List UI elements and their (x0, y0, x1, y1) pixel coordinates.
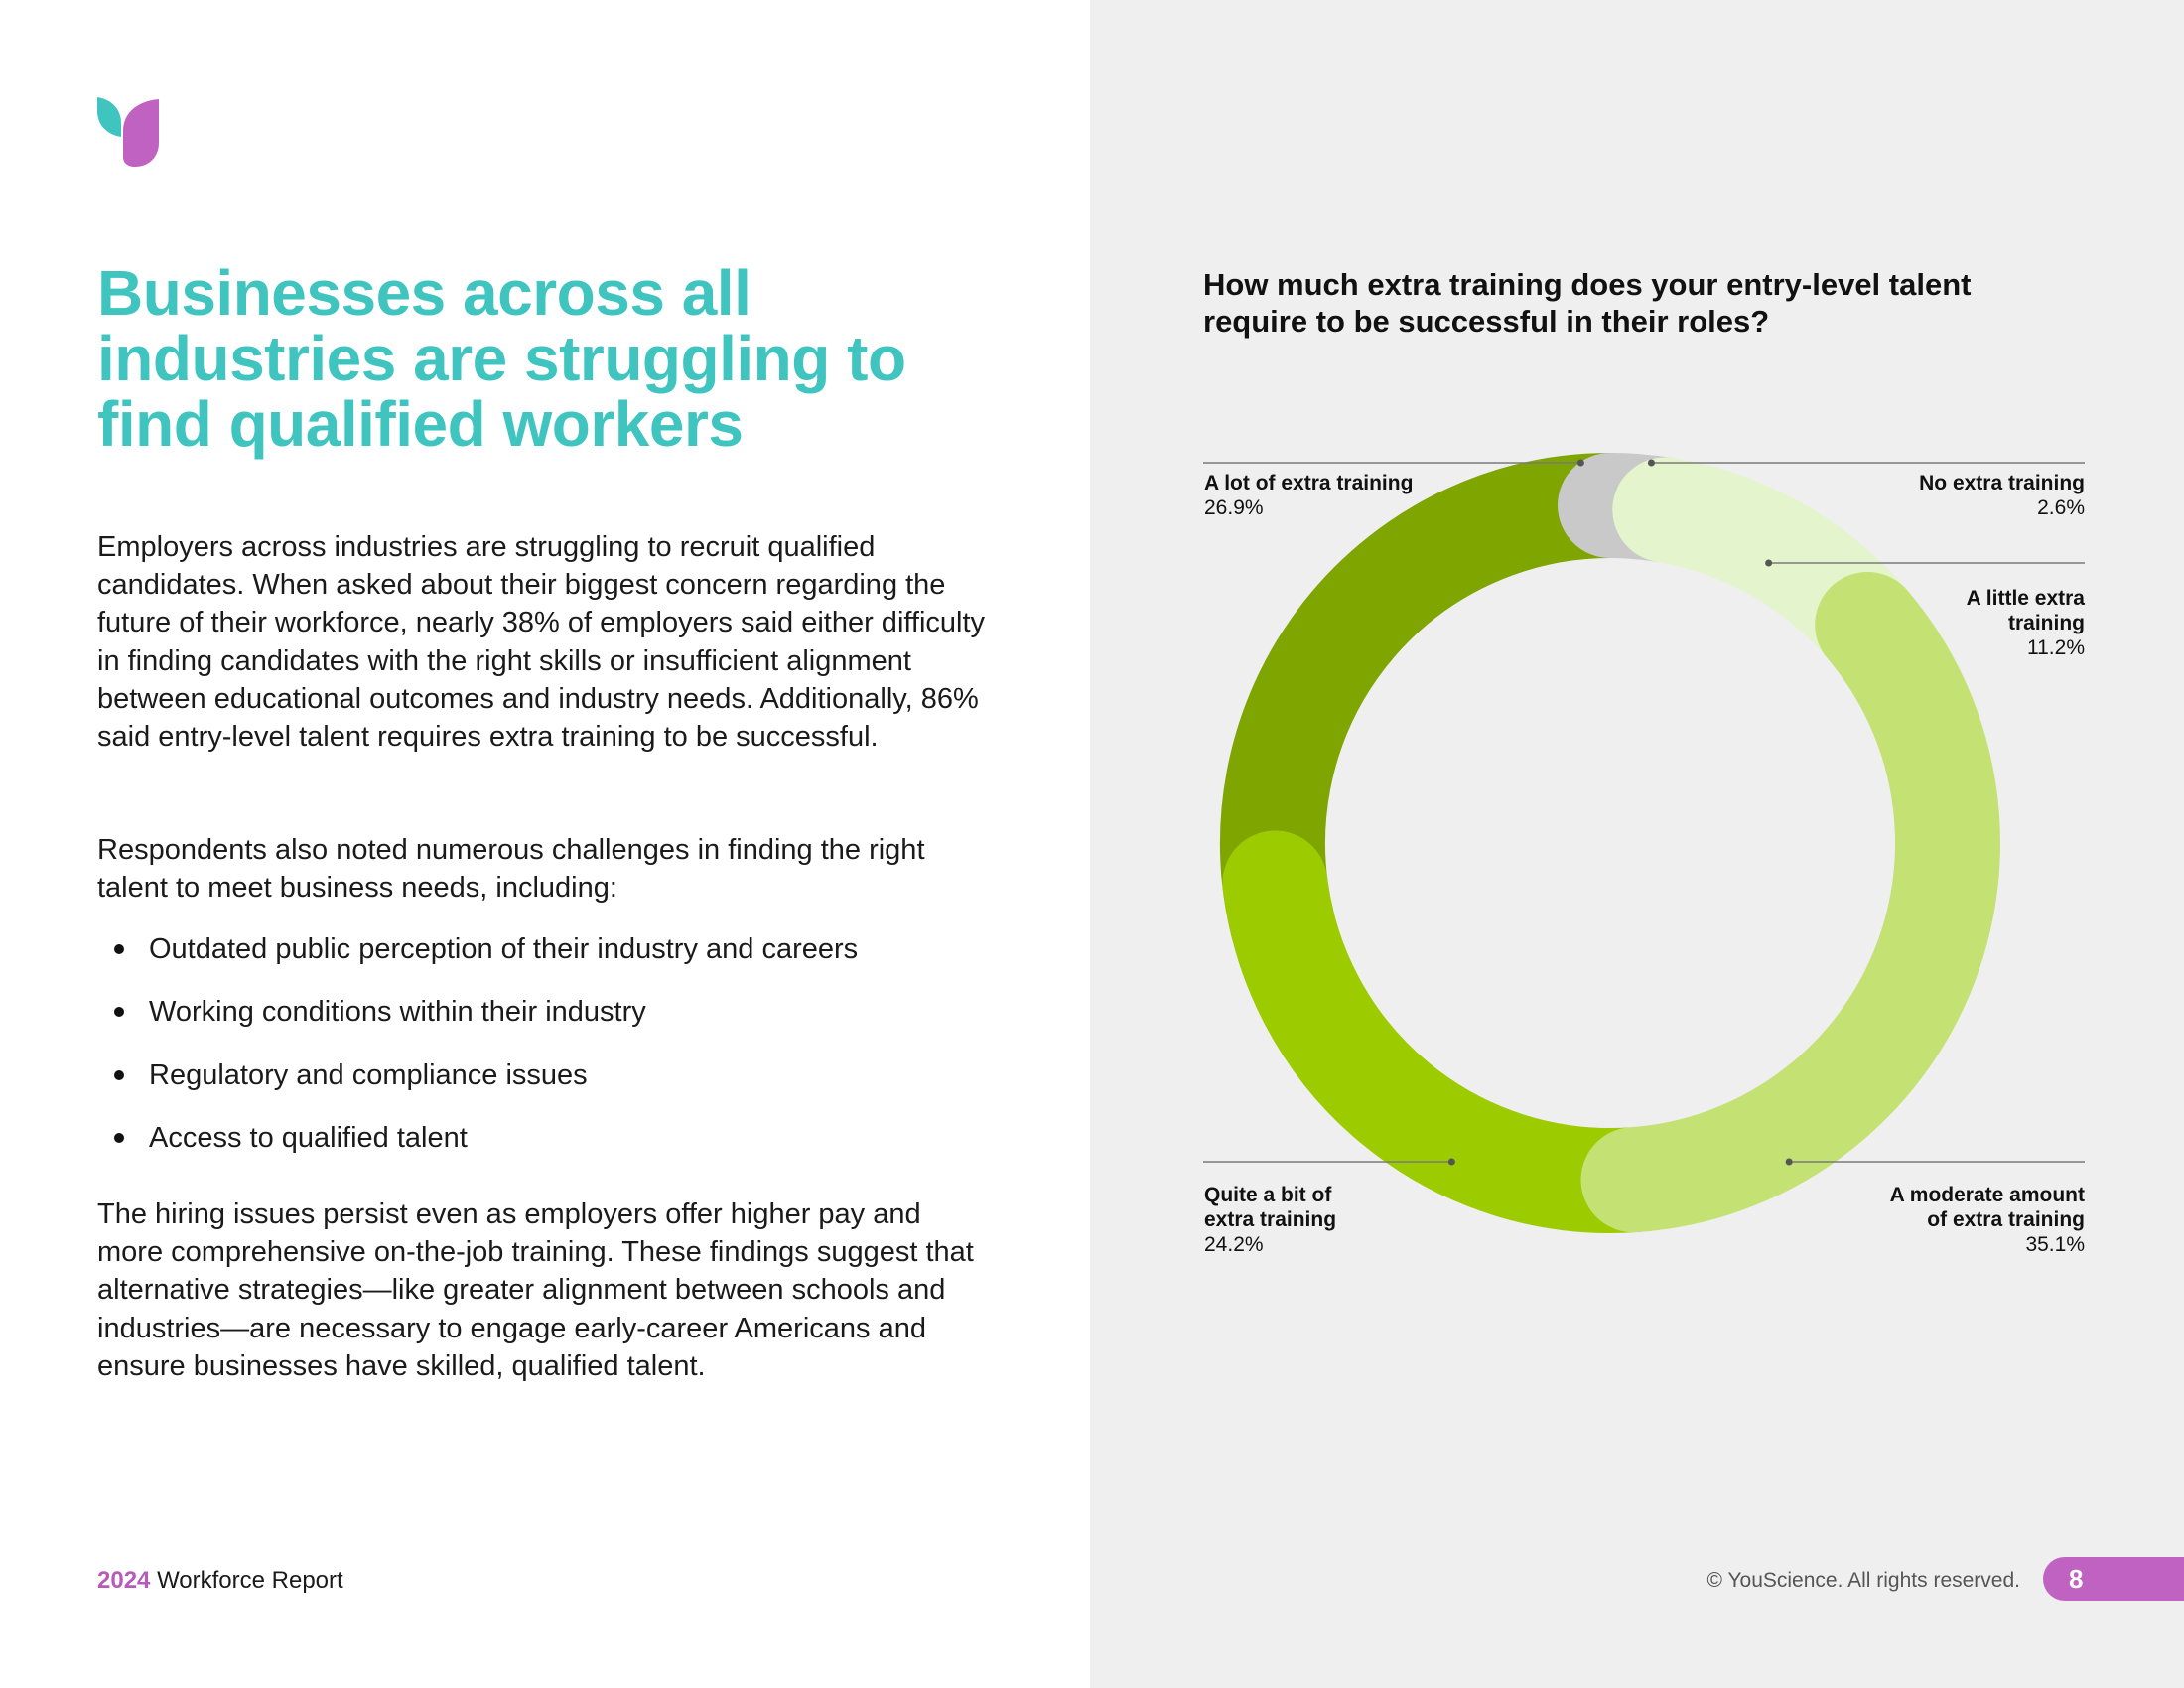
intro-paragraph: Employers across industries are struggling to recruit qualified candidates. When asked about their biggest concern regarding the future of their workforce, nearly 38% of employers said either difficulty in finding candidates with the right skills or insufficient alignment between educational outcomes and industry needs. Additionally, 86% said entry-level talent requires extra training to be successful. (97, 531, 986, 754)
chart-title: How much extra training does your entry-level talent require to be successful in their roles? (1203, 267, 1972, 339)
page-number: 8 (2043, 1557, 2184, 1601)
list-item: Working conditions within their industry (97, 993, 991, 1055)
slice-label: A little extra (1966, 587, 2085, 610)
slice-label: extra training (1204, 1208, 1337, 1231)
list-item: Outdated public perception of their industry and careers (97, 930, 991, 993)
slice-label: A moderate amount (1889, 1184, 2085, 1206)
challenges-list (97, 930, 991, 1182)
slice-value: 35.1% (2025, 1233, 2085, 1256)
copyright-notice: © YouScience. All rights reserved. (1706, 1569, 2020, 1592)
slice-value: 24.2% (1204, 1233, 1264, 1256)
report-footer (97, 1567, 343, 1595)
report-year: 2024 (97, 1567, 151, 1594)
slice-value: 11.2% (2027, 636, 2085, 659)
youscience-logo (97, 97, 159, 167)
slice-label: Quite a bit of (1204, 1184, 1332, 1206)
list-item: Regulatory and compliance issues (97, 1056, 991, 1119)
right-page (1090, 0, 2184, 1688)
report-name: Workforce Report (157, 1567, 343, 1594)
slice-value: 26.9% (1204, 496, 1264, 519)
page-headline: Businesses across all industries are struggling to find qualified workers (97, 257, 906, 460)
list-item: Access to qualified talent (97, 1119, 991, 1182)
slice-label: of extra training (1927, 1208, 2085, 1231)
challenges-paragraph: Respondents also noted numerous challenges in finding the right talent to meet business needs, including: (97, 834, 925, 905)
slice-label: A lot of extra training (1204, 472, 1414, 494)
left-page (0, 0, 1090, 1688)
slice-value: 2.6% (2037, 496, 2085, 519)
conclusion-paragraph: The hiring issues persist even as employers offer higher pay and more comprehensive on-the-job training. These findings suggest that alternative strategies—like greater alignment between schools and industries—are necessary to engage early-career Americans and ensure businesses have skilled, qualified talent. (97, 1198, 974, 1382)
slice-label: training (2008, 612, 2085, 634)
slice-label: No extra training (1919, 472, 2085, 494)
